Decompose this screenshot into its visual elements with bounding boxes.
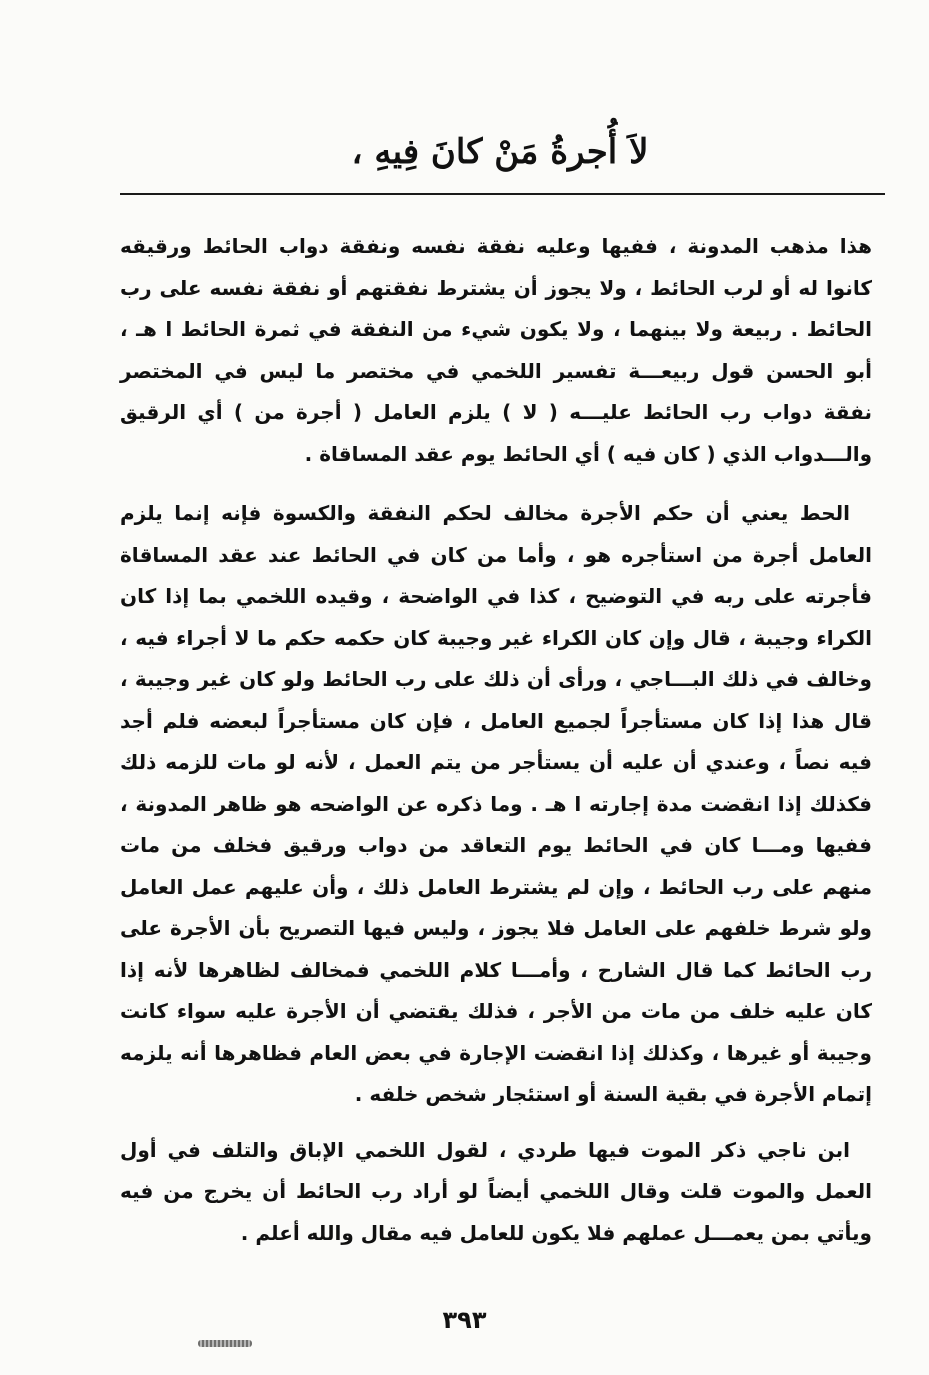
page-title: لاَ أُجرةُ مَنْ كانَ فِيهِ ، bbox=[351, 132, 649, 172]
paragraph: ابن ناجي ذكر الموت فيها طردي ، لقول اللخمي الإباق والتلف في أول العمل والموت قلت وقال اللخمي أيضاً لو أراد رب الحائط أن يخرج من فيه ويأتي بمن يعمـــل عملهم فلا يكون للعامل فيه مقال والله أعلم . bbox=[120, 1137, 872, 1245]
ink-smudge bbox=[198, 1340, 252, 1347]
page-number: ٣٩٣ bbox=[442, 1306, 487, 1334]
paragraph: هذا مذهب المدونة ، ففيها وعليه نفقة نفسه ونفقة دواب الحائط ورقيقه كانوا له أو لرب الحائط ، ولا يجوز أن يشترط نفقتهم أو نفقة نفسه على رب الحائط . ربيعة ولا بينهما ، ولا يكون شيء من النفقة في ثمرة الحائط ا هـ ، أبو الحسن قول ربيعـــة تفسير اللخمي في مختصر ما ليس في المختصر نفقة دواب رب الحائط عليـــه ( لا ) يلزم العامل ( أجرة من ) أي الرقيق والـــدواب الذي ( كان فيه ) أي الحائط يوم عقد المساقاة . bbox=[120, 234, 872, 466]
paragraph: الحط يعني أن حكم الأجرة مخالف لحكم النفقة والكسوة فإنه إنما يلزم العامل أجرة من استأجره هو ، وأما من كان في الحائط عند عقد المساقاة فأجرته على ربه في التوضيح ، كذا في الواضحة ، وقيده اللخمي بما إذا كان الكراء وجيبة ، قال وإن كان الكراء غير وجيبة كان حكمه حكم ما لا أجراء فيه ، وخالف في ذلك البـــاجي ، ورأى أن ذلك على رب الحائط ولو كان غير وجيبة ، قال هذا إذا كان مستأجراً لجميع العامل ، فإن كان مستأجراً لبعضه فلم أجد فيه نصاً ، وعندي أن عليه أن يستأجر من يتم العمل ، لأنه لو مات للزمه ذلك فكذلك إذا انقضت مدة إجارته ا هـ . وما ذكره عن الواضحه هو ظاهر المدونة ، ففيها ومـــا كان في الحائط يوم التعاقد من دواب ورقيق فخلف من مات منهم على رب الحائط ، وإن لم يشترط العامل ذلك ، وأن عليهم عمل العامل ولو شرط خلفهم على العامل فلا يجوز ، وليس فيها التصريح بأن الأجرة على رب الحائط كما قال الشارح ، وأمـــا كلام اللخمي فمخالف لظاهرها لأنه إذا كان عليه خلف من مات من الأجر ، فذلك يقتضي أن الأجرة عليه سواء كانت وجيبة أو غيرها ، وكذلك إذا انقضت الإجارة في بعض العام فظاهرها أنه يلزمه إتمام الأجرة في بقية السنة أو استئجار شخص خلفه . bbox=[120, 501, 872, 1106]
body-text bbox=[120, 226, 872, 1254]
header-divider bbox=[120, 193, 885, 195]
